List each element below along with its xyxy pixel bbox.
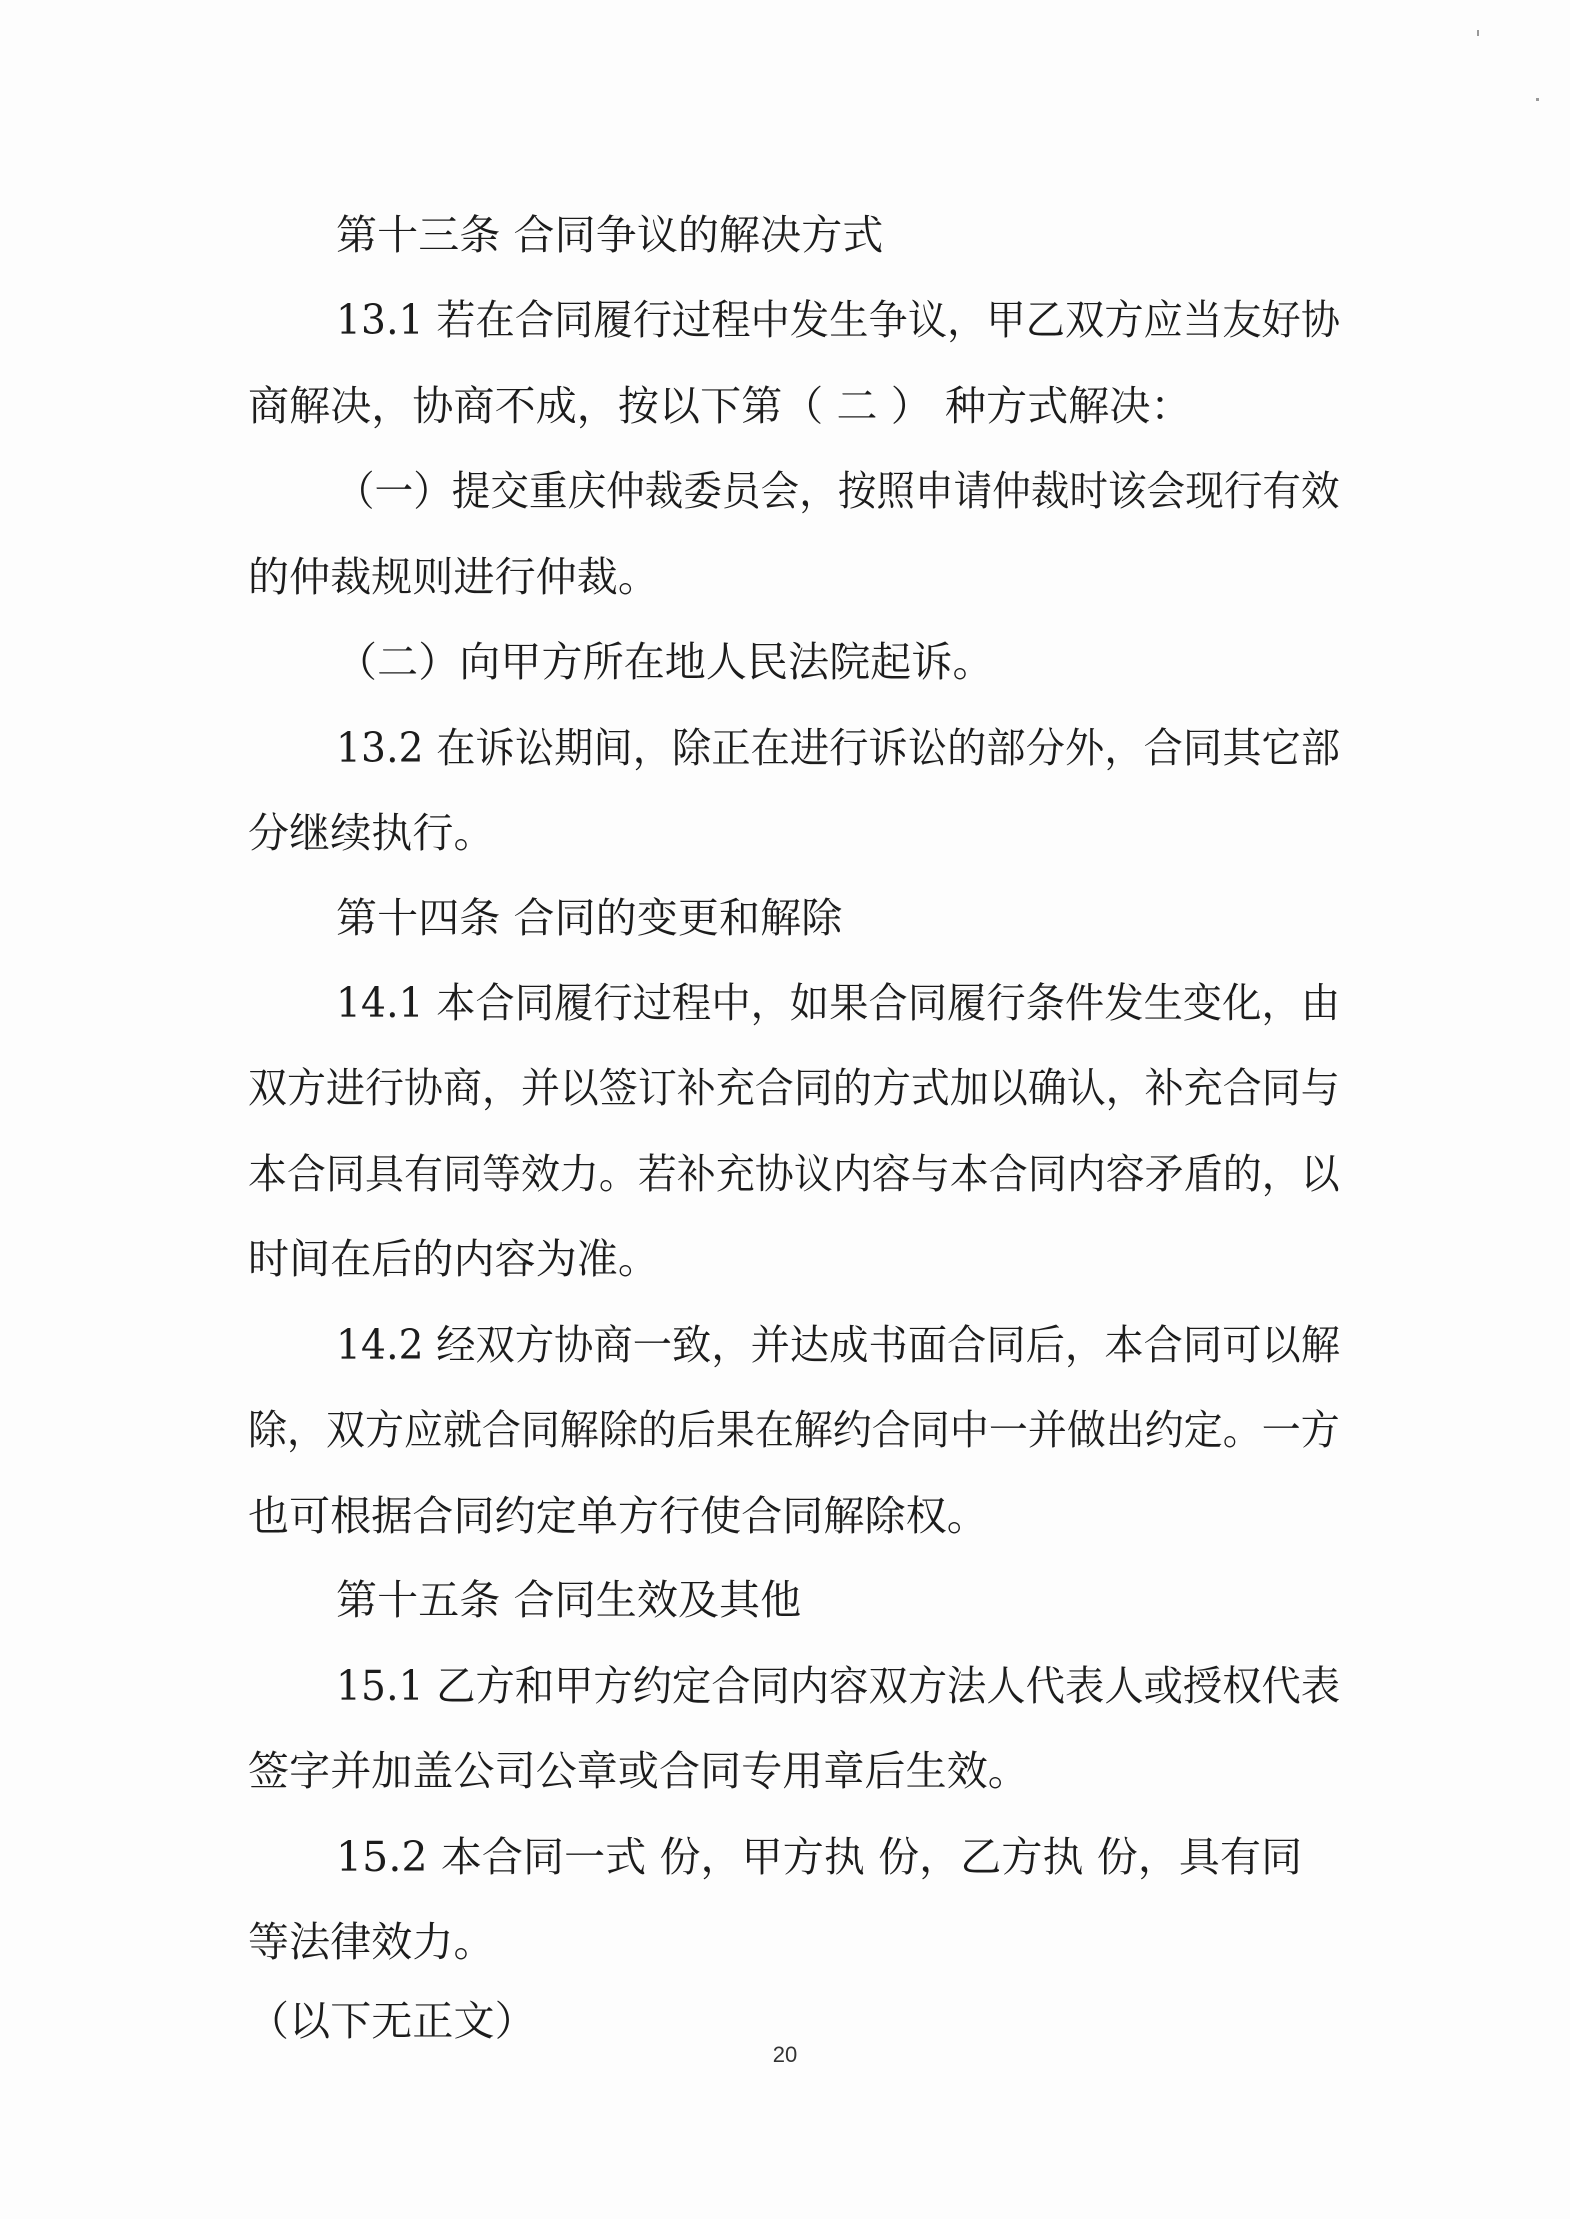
- page-number: 20: [772, 2042, 798, 2067]
- clause-14-1-line-1: 14.1 本合同履行过程中，如果合同履行条件发生变化，由: [336, 979, 1341, 1027]
- clause-14-1-line-2: 双方进行协商，并以签订补充合同的方式加以确认，补充合同与: [248, 1064, 1340, 1112]
- clause-15-1-line-1: 15.1 乙方和甲方约定合同内容双方法人代表人或授权代表: [336, 1662, 1341, 1710]
- article-14-heading: 第十四条 合同的变更和解除: [336, 894, 843, 942]
- clause-15-2-line-2: 等法律效力。: [248, 1918, 495, 1966]
- clause-13-2-line-1: 13.2 在诉讼期间，除正在进行诉讼的部分外，合同其它部: [336, 724, 1341, 772]
- article-15-heading: 第十五条 合同生效及其他: [336, 1576, 802, 1624]
- clause-13-2-line-2: 分继续执行。: [248, 809, 495, 857]
- clause-15-1-line-2: 签字并加盖公司公章或合同专用章后生效。: [248, 1747, 1029, 1795]
- scan-speck: [1536, 98, 1539, 101]
- clause-13-1-line-1: 13.1 若在合同履行过程中发生争议，甲乙双方应当友好协: [336, 296, 1341, 344]
- clause-15-2-line-1: 15.2 本合同一式 份，甲方执 份，乙方执 份，具有同: [336, 1833, 1303, 1881]
- clause-14-2-line-2: 除，双方应就合同解除的后果在解约合同中一并做出约定。一方: [248, 1406, 1340, 1454]
- clause-14-1-line-3: 本合同具有同等效力。若补充协议内容与本合同内容矛盾的，以: [248, 1150, 1340, 1198]
- clause-14-2-line-3: 也可根据合同约定单方行使合同解除权。: [248, 1492, 988, 1540]
- option-1-line-1: （一）提交重庆仲裁委员会，按照申请仲裁时该会现行有效: [336, 467, 1340, 515]
- option-2-line: （二）向甲方所在地人民法院起诉。: [336, 638, 994, 686]
- no-further-text-note: （以下无正文）: [248, 1997, 536, 2045]
- clause-13-1-line-2: 商解决，协商不成，按以下第（ 二 ） 种方式解决：: [248, 382, 1192, 430]
- clause-14-1-line-4: 时间在后的内容为准。: [248, 1235, 659, 1283]
- article-13-heading: 第十三条 合同争议的解决方式: [336, 211, 884, 259]
- scan-speck: [1477, 30, 1479, 36]
- clause-14-2-line-1: 14.2 经双方协商一致，并达成书面合同后，本合同可以解: [336, 1321, 1341, 1369]
- option-1-line-2: 的仲裁规则进行仲裁。: [248, 553, 659, 601]
